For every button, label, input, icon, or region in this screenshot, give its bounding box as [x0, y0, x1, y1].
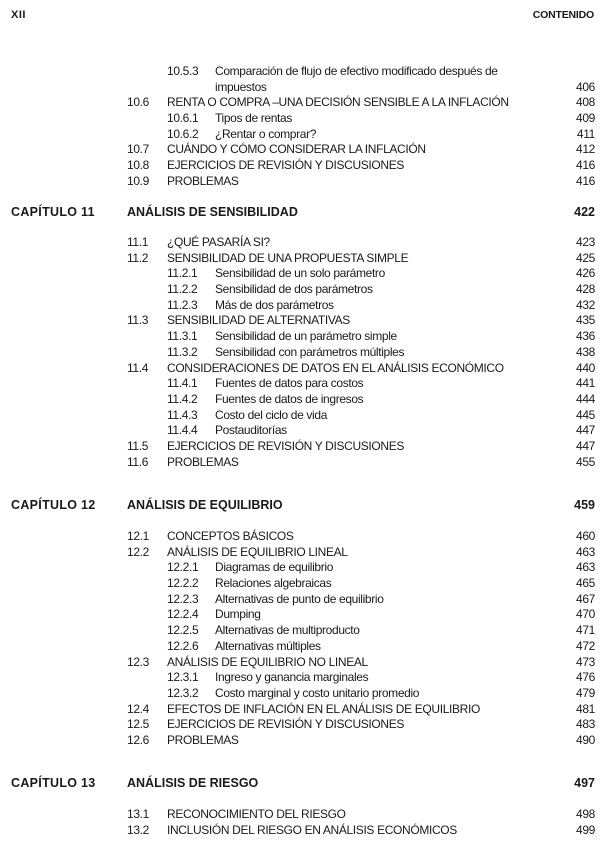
entry-number: 12.3.1: [167, 670, 199, 685]
toc-block: [0, 205, 600, 470]
entry-page: 438: [576, 344, 595, 359]
entry-title: Comparación de flujo de efectivo modificado después de: [215, 64, 498, 78]
entry-title: Alternativas múltiples: [215, 638, 321, 653]
toc-section[interactable]: [0, 733, 600, 749]
chapter-title: ANÁLISIS DE SENSIBILIDAD: [127, 205, 298, 219]
toc-section[interactable]: [0, 313, 600, 329]
entry-page: 483: [576, 717, 595, 732]
toc-subsection[interactable]: [0, 423, 600, 439]
entry-page: 472: [576, 638, 595, 653]
toc-section[interactable]: [0, 142, 600, 158]
entry-title: Dumping: [215, 607, 261, 622]
entry-page: 409: [576, 111, 595, 126]
entry-number: 11.3: [127, 313, 149, 328]
entry-title: impuestos: [215, 79, 267, 94]
toc-subsection[interactable]: [0, 329, 600, 345]
entry-number: 11.2.3: [167, 297, 198, 312]
entry-number: 10.7: [127, 142, 149, 157]
toc-subsection[interactable]: [0, 623, 600, 639]
entry-title: Fuentes de datos de ingresos: [215, 391, 364, 406]
entry-page: 416: [576, 173, 595, 188]
entry-page: 428: [576, 282, 595, 297]
toc-section[interactable]: [0, 702, 600, 718]
entry-title: ¿QUÉ PASARÍA SI?: [167, 235, 270, 249]
entry-number: 12.2.4: [167, 607, 199, 622]
entry-number: 11.3.1: [167, 329, 198, 344]
toc-subsection[interactable]: [0, 345, 600, 361]
entry-page: 435: [576, 313, 595, 328]
entry-number: 12.2.2: [167, 576, 199, 591]
entry-title: EJERCICIOS DE REVISIÓN Y DISCUSIONES: [167, 717, 405, 732]
entry-page: 436: [576, 329, 595, 344]
entry-number: 11.5: [127, 438, 149, 453]
entry-title: ¿Rentar o comprar?: [215, 126, 317, 141]
toc-subsection[interactable]: [0, 670, 600, 686]
toc-subsection[interactable]: [0, 266, 600, 282]
entry-title: Diagramas de equilibrio: [215, 560, 334, 575]
toc-section[interactable]: [0, 439, 600, 455]
page-number: XII: [11, 9, 26, 21]
toc-subsection[interactable]: [0, 376, 600, 392]
entry-number: 12.2.3: [167, 591, 199, 606]
entry-title: EFECTOS DE INFLACIÓN EN EL ANÁLISIS DE EQUILIBRIO: [167, 701, 480, 716]
toc-section[interactable]: [0, 251, 600, 267]
entry-number: 11.2: [127, 250, 149, 265]
entry-page: 471: [576, 623, 595, 638]
entry-number: 11.4.4: [167, 423, 198, 438]
toc-section[interactable]: [0, 655, 600, 671]
entry-number: 13.1: [127, 807, 149, 821]
entry-number: 12.3.2: [167, 685, 199, 700]
toc-section[interactable]: [0, 529, 600, 545]
toc-subsection[interactable]: [0, 127, 600, 143]
entry-page: 441: [576, 376, 595, 391]
toc-section[interactable]: [0, 361, 600, 377]
entry-page: 444: [576, 391, 595, 406]
entry-page: 423: [576, 235, 595, 249]
chapter-title: ANÁLISIS DE RIESGO: [127, 776, 259, 790]
entry-page: 499: [576, 822, 595, 837]
entry-page: 447: [576, 423, 595, 438]
entry-page: 432: [576, 297, 595, 312]
toc-section[interactable]: [0, 235, 600, 251]
entry-page: 498: [576, 807, 595, 821]
entry-page: 479: [576, 685, 595, 700]
entry-page: 440: [576, 360, 595, 375]
entry-title: RENTA O COMPRA –UNA DECISIÓN SENSIBLE A LA INFLACIÓN: [167, 95, 509, 110]
entry-page: 416: [576, 158, 595, 173]
entry-number: 11.4.3: [167, 407, 198, 422]
entry-number: 10.8: [127, 158, 149, 173]
toc-subsection[interactable]: [0, 592, 600, 608]
chapter-heading[interactable]: [0, 776, 600, 792]
running-title: CONTENIDO: [532, 9, 594, 21]
entry-number: 10.5.3: [167, 64, 199, 78]
entry-number: 10.6.1: [167, 111, 199, 126]
entry-page: 470: [576, 607, 595, 622]
entry-title: EJERCICIOS DE REVISIÓN Y DISCUSIONES: [167, 158, 405, 173]
entry-title: Sensibilidad de un solo parámetro: [215, 266, 385, 281]
toc-section[interactable]: [0, 807, 600, 823]
entry-title: ANÁLISIS DE EQUILIBRIO LINEAL: [167, 544, 348, 559]
toc-subsection[interactable]: [0, 686, 600, 702]
entry-number: 12.1: [127, 529, 149, 543]
entry-title: Alternativas de punto de equilibrio: [215, 591, 384, 606]
toc-section[interactable]: [0, 174, 600, 190]
entry-page: 481: [576, 701, 595, 716]
chapter-label: CAPÍTULO 12: [11, 498, 96, 512]
toc-block: [0, 498, 600, 749]
entry-title: Costo del ciclo de vida: [215, 407, 328, 422]
entry-page: 467: [576, 591, 595, 606]
entry-title: PROBLEMAS: [167, 732, 239, 747]
toc-subsection[interactable]: [0, 392, 600, 408]
chapter-page: 422: [574, 205, 595, 219]
entry-title: ANÁLISIS DE EQUILIBRIO NO LINEAL: [167, 654, 368, 669]
entry-number: 11.6: [127, 454, 149, 469]
chapter-title: ANÁLISIS DE EQUILIBRIO: [127, 498, 283, 512]
chapter-label: CAPÍTULO 13: [11, 776, 96, 790]
entry-page: 412: [576, 142, 595, 157]
chapter-page: 497: [574, 776, 595, 790]
entry-number: 12.2.1: [167, 560, 199, 575]
entry-number: 11.1: [127, 235, 149, 249]
toc-subsection[interactable]: [0, 408, 600, 424]
entry-title: Sensibilidad de un parámetro simple: [215, 329, 397, 344]
entry-title: SENSIBILIDAD DE UNA PROPUESTA SIMPLE: [167, 250, 409, 265]
entry-number: 12.3: [127, 654, 149, 669]
toc-subsection[interactable]: [0, 80, 600, 96]
entry-title: Sensibilidad de dos parámetros: [215, 282, 373, 297]
entry-number: 10.9: [127, 173, 149, 188]
chapter-heading[interactable]: [0, 498, 600, 514]
toc-section[interactable]: [0, 455, 600, 471]
entry-page: 476: [576, 670, 595, 685]
entry-page: 406: [576, 79, 595, 94]
entry-title: CONSIDERACIONES DE DATOS EN EL ANÁLISIS ECONÓMICO: [167, 360, 504, 375]
toc-subsection[interactable]: [0, 282, 600, 298]
entry-title: Postauditorías: [215, 423, 287, 438]
entry-page: 463: [576, 544, 595, 559]
chapter-label: CAPÍTULO 11: [11, 205, 95, 219]
entry-page: 455: [576, 454, 595, 469]
entry-number: 10.6.2: [167, 126, 199, 141]
entry-number: 10.6: [127, 95, 149, 110]
toc-section[interactable]: [0, 158, 600, 174]
entry-title: INCLUSIÓN DEL RIESGO EN ANÁLISIS ECONÓMICOS: [167, 822, 457, 837]
entry-title: PROBLEMAS: [167, 173, 239, 188]
toc-block: [0, 64, 600, 190]
entry-page: 460: [576, 529, 595, 543]
entry-page: 473: [576, 654, 595, 669]
toc-subsection[interactable]: [0, 607, 600, 623]
entry-number: 11.4.1: [167, 376, 198, 391]
entry-number: 11.4: [127, 360, 149, 375]
entry-page: 426: [576, 266, 595, 281]
entry-title: SENSIBILIDAD DE ALTERNATIVAS: [167, 313, 350, 328]
toc-subsection[interactable]: [0, 639, 600, 655]
toc-subsection[interactable]: [0, 64, 600, 80]
toc-section[interactable]: [0, 95, 600, 111]
toc-subsection[interactable]: [0, 111, 600, 127]
entry-title: EJERCICIOS DE REVISIÓN Y DISCUSIONES: [167, 438, 405, 453]
entry-number: 11.4.2: [167, 391, 198, 406]
entry-number: 12.2.5: [167, 623, 199, 638]
entry-title: Relaciones algebraicas: [215, 576, 332, 591]
entry-title: RECONOCIMIENTO DEL RIESGO: [167, 807, 346, 821]
entry-title: Fuentes de datos para costos: [215, 376, 364, 391]
toc-subsection[interactable]: [0, 560, 600, 576]
entry-page: 445: [576, 407, 595, 422]
entry-number: 12.2: [127, 544, 149, 559]
entry-page: 411: [576, 126, 595, 141]
entry-title: Alternativas de multiproducto: [215, 623, 360, 638]
entry-title: Tipos de rentas: [215, 111, 293, 126]
toc-section[interactable]: [0, 545, 600, 561]
entry-title: Más de dos parámetros: [215, 297, 334, 312]
toc-subsection[interactable]: [0, 576, 600, 592]
entry-page: 465: [576, 576, 595, 591]
entry-number: 11.2.1: [167, 266, 198, 281]
entry-title: PROBLEMAS: [167, 454, 239, 469]
entry-number: 11.2.2: [167, 282, 198, 297]
entry-page: 463: [576, 560, 595, 575]
toc-section[interactable]: [0, 823, 600, 839]
entry-number: 12.5: [127, 717, 149, 732]
entry-number: 11.3.2: [167, 344, 198, 359]
entry-title: CONCEPTOS BÁSICOS: [167, 529, 294, 543]
entry-page: 490: [576, 732, 595, 747]
entry-title: Ingreso y ganancia marginales: [215, 670, 369, 685]
entry-number: 12.4: [127, 701, 149, 716]
chapter-heading[interactable]: [0, 205, 600, 221]
entry-page: 447: [576, 438, 595, 453]
toc-subsection[interactable]: [0, 298, 600, 314]
entry-title: Sensibilidad con parámetros múltiples: [215, 344, 405, 359]
entry-title: Costo marginal y costo unitario promedio: [215, 685, 420, 700]
toc-block: [0, 776, 600, 838]
entry-number: 12.6: [127, 732, 149, 747]
toc-section[interactable]: [0, 717, 600, 733]
entry-number: 12.2.6: [167, 638, 199, 653]
entry-page: 408: [576, 95, 595, 110]
entry-number: 13.2: [127, 822, 149, 837]
chapter-page: 459: [574, 498, 595, 512]
entry-title: CUÁNDO Y CÓMO CONSIDERAR LA INFLACIÓN: [167, 142, 426, 157]
entry-page: 425: [576, 250, 595, 265]
